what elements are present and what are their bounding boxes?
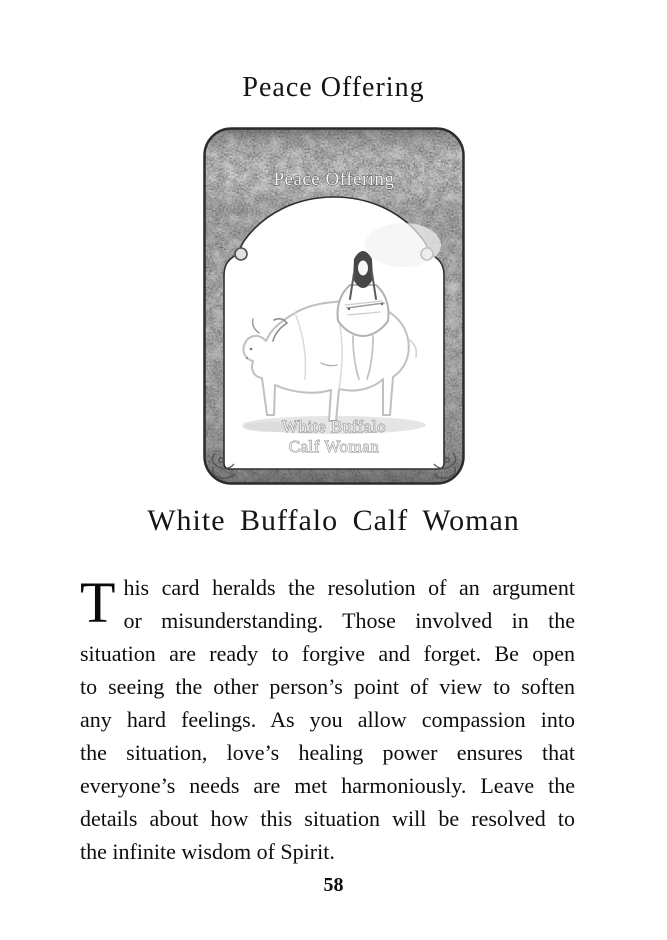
body-line: the infinite wisdom of Spirit. [80, 839, 335, 864]
drop-cap: T [80, 570, 116, 635]
card-embossed-name-line2: Calf Woman [288, 437, 379, 456]
body-paragraph [80, 571, 575, 868]
arch-ornament-left-icon [235, 248, 247, 260]
body-line: situation are ready to forgive and forget. Be open [80, 641, 575, 666]
body-line: the situation, love’s healing power ensures that [80, 740, 575, 765]
card-caption: White Buffalo Calf Woman [147, 504, 520, 537]
page-number: 58 [323, 874, 344, 896]
oracle-card-image [203, 127, 465, 485]
body-line: any hard feelings. As you allow compassion into [80, 707, 575, 732]
body-line: his card heralds the resolution of an argument [123, 575, 575, 600]
body-line: or misunderstanding. Those involved in the [123, 608, 575, 633]
page-title: Peace Offering [242, 72, 425, 103]
body-lines [80, 571, 575, 868]
body-line: to seeing the other person’s point of view to soften [80, 674, 575, 699]
rider-shawl [337, 285, 388, 336]
card-embossed-title: Peace Offering [272, 169, 395, 190]
rider-face [358, 261, 368, 276]
card-embossed-name-line1: White Buffalo [281, 417, 386, 436]
body-line: everyone’s needs are met harmoniously. Leave the [80, 773, 575, 798]
body-line: details about how this situation will be resolved to [80, 806, 575, 831]
oracle-card-svg [203, 127, 465, 485]
